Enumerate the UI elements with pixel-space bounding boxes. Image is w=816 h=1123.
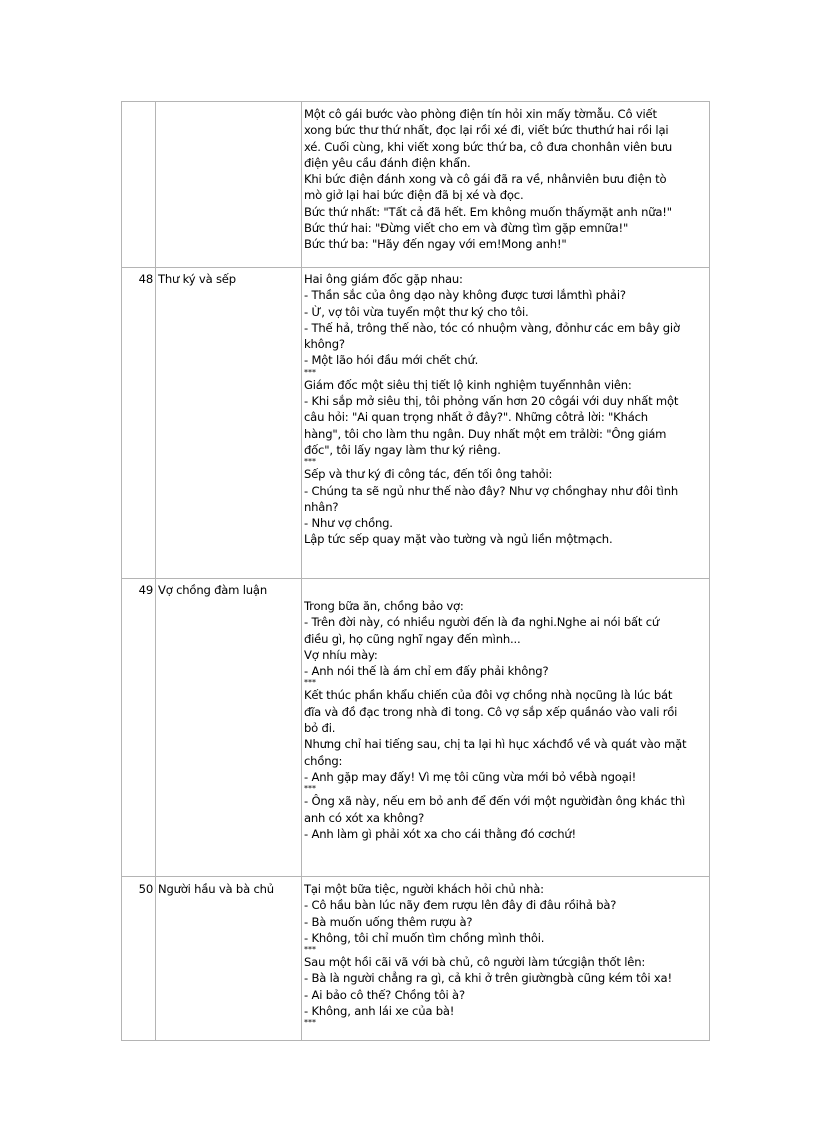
- text-line: - Khi sắp mở siêu thị, tôi phỏng vấn hơn 20 côgái với duy nhất một: [304, 394, 679, 409]
- row-content: [302, 877, 710, 1041]
- joke-row: [122, 579, 710, 877]
- text-line: Trong bữa ăn, chồng bảo vợ:: [304, 599, 464, 613]
- text-line: Bức thứ ba: "Hãy đến ngay với em!Mong anh!": [304, 237, 567, 252]
- separator-stars: ***: [304, 1019, 316, 1028]
- text-line: Nhưng chỉ hai tiếng sau, chị ta lại hì hục xáchđồ về và quát vào mặt: [304, 737, 687, 752]
- row-number: [122, 102, 156, 268]
- text-line: Sếp và thư ký đi công tác, đến tối ông tahỏi:: [304, 467, 553, 482]
- row-content: [302, 268, 710, 579]
- row-content: [302, 102, 710, 268]
- separator-stars: ***: [304, 946, 316, 955]
- separator-stars: ***: [304, 368, 316, 377]
- text-line: nhân?: [304, 499, 339, 514]
- text-line: đốc", tôi lấy ngay làm thư ký riêng.: [304, 442, 501, 457]
- text-line: Khi bức điện đánh xong và cô gái đã ra về, nhânviên bưu điện tò: [304, 172, 667, 187]
- text-line: xong bức thư thứ nhất, đọc lại rồi xé đi, viết bức thưthứ hai rồi lại: [304, 123, 669, 138]
- text-line: Tại một bữa tiệc, người khách hỏi chủ nhà:: [304, 882, 544, 896]
- text-line: Lập tức sếp quay mặt vào tường và ngủ liền mộtmạch.: [304, 532, 613, 547]
- text-line: câu hỏi: "Ai quan trọng nhất ở đây?". Những côtrả lời: "Khách: [304, 410, 648, 425]
- text-line: - Không, anh lái xe của bà!: [304, 1004, 455, 1019]
- row-title: Vợ chồng đàm luận: [156, 579, 302, 877]
- text-line: - Ông xã này, nếu em bỏ anh để đến với một ngườiđàn ông khác thì: [304, 794, 686, 809]
- row-title: Người hầu và bà chủ: [156, 877, 302, 1041]
- text-line: Bức thứ hai: "Đừng viết cho em và đừng tìm gặp emnữa!": [304, 221, 629, 236]
- text-line: - Ai bảo cô thế? Chồng tôi à?: [304, 987, 465, 1002]
- text-line: điều gì, họ cũng nghĩ ngay đến mình...: [304, 631, 521, 646]
- text-line: - Không, tôi chỉ muốn tìm chồng mình thôi.: [304, 930, 545, 945]
- text-line: - Ừ, vợ tôi vừa tuyển một thư ký cho tôi.: [304, 304, 529, 319]
- text-line: Một cô gái bước vào phòng điện tín hỏi xin mấy tờmẫu. Cô viết: [304, 107, 657, 121]
- text-line: chồng:: [304, 753, 343, 768]
- text-line: Sau một hồi cãi vã với bà chủ, cô người làm tứcgiận thốt lên:: [304, 955, 646, 970]
- joke-row: [122, 877, 710, 1041]
- joke-table-body: [122, 102, 710, 1041]
- text-line: - Thần sắc của ông dạo này không được tươi lắmthì phải?: [304, 288, 626, 303]
- text-line: không?: [304, 337, 345, 352]
- text-line: - Chúng ta sẽ ngủ như thế nào đây? Như vợ chồnghay như đôi tình: [304, 483, 678, 498]
- text-line: mò giở lại hai bức điện đã bị xé và đọc.: [304, 188, 524, 203]
- text-line: Kết thúc phần khẩu chiến của đôi vợ chồng nhà nọcũng là lúc bát: [304, 688, 673, 703]
- separator-stars: ***: [304, 458, 316, 467]
- row-number: 49: [122, 579, 156, 877]
- row-number: 50: [122, 877, 156, 1041]
- text-line: - Bà là người chẳng ra gì, cả khi ở trên giườngbà cũng kém tôi xa!: [304, 971, 672, 986]
- text-line: - Anh nói thế là ám chỉ em đấy phải không?: [304, 664, 549, 679]
- joke-table: [121, 101, 710, 1041]
- text-line: Bức thứ nhất: "Tất cả đã hết. Em không muốn thấymặt anh nữa!": [304, 204, 672, 219]
- text-line: đĩa và đồ đạc trong nhà đi tong. Cô vợ sắp xếp quầnáo vào vali rồi: [304, 704, 678, 719]
- row-title: Thư ký và sếp: [156, 268, 302, 579]
- text-line: - Như vợ chồng.: [304, 516, 393, 531]
- row-title: [156, 102, 302, 268]
- text-line: Giám đốc một siêu thị tiết lộ kinh nghiệm tuyểnnhân viên:: [304, 377, 632, 392]
- joke-row: [122, 102, 710, 268]
- text-line: xé. Cuối cùng, khi viết xong bức thứ ba, cô đưa chonhân viên bưu: [304, 139, 672, 154]
- row-content: [302, 579, 710, 877]
- separator-stars: ***: [304, 679, 316, 688]
- row-number: 48: [122, 268, 156, 579]
- text-line: - Thế hả, trông thế nào, tóc có nhuộm vàng, đỏnhư các em bây giờ: [304, 320, 680, 335]
- text-line: bỏ đi.: [304, 721, 336, 736]
- text-line: hàng", tôi cho làm thu ngân. Duy nhất một em trảlời: "Ông giám: [304, 426, 667, 441]
- text-line: điện yêu cầu đánh điện khẩn.: [304, 155, 471, 170]
- text-line: - Trên đời này, có nhiều người đến là đa nghi.Nghe ai nói bất cứ: [304, 615, 660, 630]
- text-line: - Anh gặp may đấy! Vì mẹ tôi cũng vừa mới bỏ vềbà ngoại!: [304, 769, 637, 784]
- text-line: [304, 582, 707, 598]
- text-line: - Bà muốn uống thêm rượu à?: [304, 914, 473, 929]
- text-line: anh có xót xa không?: [304, 810, 425, 825]
- separator-stars: ***: [304, 785, 316, 794]
- text-line: - Cô hầu bàn lúc nãy đem rượu lên đây đi đâu rồihả bà?: [304, 898, 617, 913]
- text-line: Vợ nhíu mày:: [304, 647, 378, 662]
- text-line: Hai ông giám đốc gặp nhau:: [304, 272, 463, 286]
- text-line: - Anh làm gì phải xót xa cho cái thằng đó cơchứ!: [304, 826, 576, 841]
- text-line: - Một lão hói đầu mới chết chứ.: [304, 353, 479, 368]
- joke-row: [122, 268, 710, 579]
